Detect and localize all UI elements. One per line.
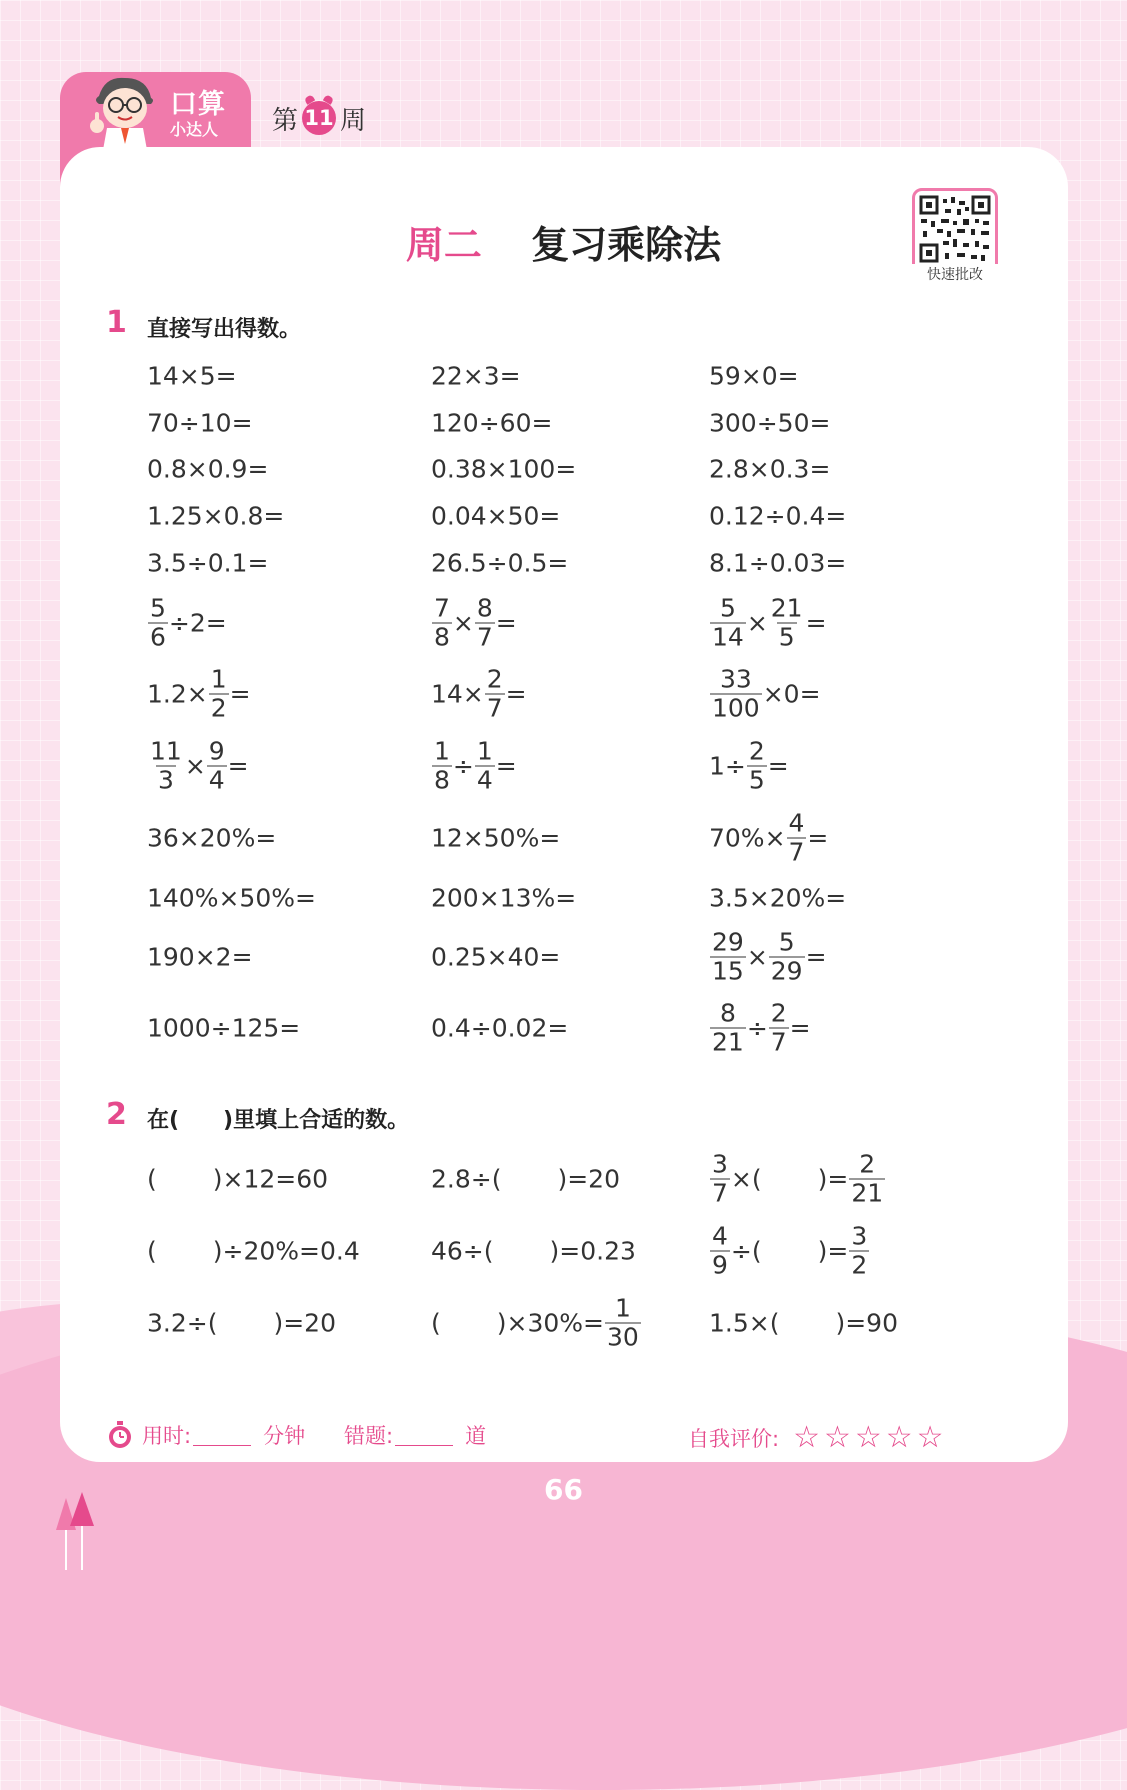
errors-label: 错题: xyxy=(344,1424,394,1448)
expression-text: 0.04×50= xyxy=(431,501,561,531)
expression-text: 22×3= xyxy=(431,361,521,391)
fraction xyxy=(475,738,495,795)
time-used xyxy=(106,1420,305,1450)
expression-text: ×0= xyxy=(762,679,821,709)
fraction xyxy=(148,738,184,795)
fraction-denominator: 4 xyxy=(208,765,225,795)
calc-problem xyxy=(431,455,576,484)
section-1-number: 1 xyxy=(106,305,127,340)
expression-text: 3.2÷( xyxy=(147,1308,218,1338)
fraction-numerator: 21 xyxy=(770,593,803,623)
expression-text: = xyxy=(229,679,251,709)
fraction-denominator: 7 xyxy=(788,837,805,867)
fill-in-problem xyxy=(147,1309,336,1338)
expression-text: ÷2= xyxy=(168,608,227,638)
section-2-instruction: 在( )里填上合适的数。 xyxy=(147,1108,410,1133)
errors-count xyxy=(344,1420,486,1450)
fraction-denominator: 29 xyxy=(770,956,803,986)
expression-text: 46÷( xyxy=(431,1236,494,1266)
self-eval-label: 自我评价: xyxy=(688,1426,780,1451)
fraction-numerator: 1 xyxy=(614,1293,631,1323)
expression-text: 140%×50%= xyxy=(147,883,316,913)
fraction xyxy=(710,1223,730,1280)
calc-problem xyxy=(709,738,789,795)
fraction-numerator: 11 xyxy=(150,736,182,766)
calc-problem xyxy=(147,943,253,972)
calc-problem xyxy=(431,884,576,913)
title-day: 周二 xyxy=(405,223,482,267)
fill-in-problem xyxy=(709,1309,898,1338)
calc-problem xyxy=(431,549,568,578)
fill-in-problem xyxy=(431,1165,620,1194)
calc-problem xyxy=(709,455,830,484)
expression-text: 70÷10= xyxy=(147,408,253,438)
fraction-numerator: 8 xyxy=(476,593,493,623)
expression-text: )×12=60 xyxy=(212,1164,329,1194)
fraction xyxy=(769,595,805,652)
fraction xyxy=(148,595,168,652)
expression-text: )÷20%=0.4 xyxy=(212,1236,360,1266)
calc-problem xyxy=(147,362,237,391)
expression-text: ( xyxy=(431,1308,441,1338)
fill-in-problem xyxy=(431,1295,642,1352)
calc-problem xyxy=(431,666,527,723)
fraction-numerator: 4 xyxy=(788,808,805,838)
expression-text: ( xyxy=(147,1236,157,1266)
fill-in-problem xyxy=(709,1223,870,1280)
fraction-numerator: 2 xyxy=(748,736,765,766)
fraction-denominator: 4 xyxy=(476,765,493,795)
fraction-numerator: 5 xyxy=(150,593,166,623)
fraction-denominator: 21 xyxy=(851,1178,884,1208)
expression-text: 70%× xyxy=(709,823,786,853)
calc-problem xyxy=(147,1014,300,1043)
fraction xyxy=(710,595,746,652)
fraction-numerator: 3 xyxy=(712,1149,728,1179)
fraction-numerator: 5 xyxy=(778,927,795,957)
badge-title: 口算 xyxy=(170,89,226,120)
fraction xyxy=(710,1151,730,1208)
calc-problem xyxy=(147,409,253,438)
fraction-denominator: 3 xyxy=(157,765,174,795)
fraction-denominator: 15 xyxy=(712,956,744,986)
calc-problem xyxy=(431,502,560,531)
expression-text: )×30%= xyxy=(496,1308,604,1338)
calc-problem xyxy=(431,824,560,853)
expression-text: = xyxy=(227,751,249,781)
errors-unit: 道 xyxy=(465,1424,487,1448)
fraction xyxy=(769,1000,789,1057)
fraction-denominator: 30 xyxy=(606,1322,639,1352)
expression-text: = xyxy=(805,608,827,638)
expression-text: × xyxy=(184,751,206,781)
expression-text: )=20 xyxy=(273,1308,336,1338)
calc-problem xyxy=(431,738,517,795)
week-indicator xyxy=(272,98,366,138)
expression-text: = xyxy=(789,1013,811,1043)
time-input[interactable] xyxy=(193,1425,251,1446)
calc-problem xyxy=(147,738,249,795)
page-number: 66 xyxy=(544,1473,583,1506)
fraction-numerator: 2 xyxy=(859,1149,876,1179)
calc-problem xyxy=(709,884,846,913)
fraction-denominator: 2 xyxy=(851,1250,868,1280)
fraction xyxy=(207,738,227,795)
fraction xyxy=(710,1000,746,1057)
fraction-denominator: 100 xyxy=(712,693,760,723)
time-unit: 分钟 xyxy=(263,1424,306,1448)
fill-in-problem xyxy=(147,1165,328,1194)
calc-problem xyxy=(709,549,846,578)
expression-text: )=20 xyxy=(557,1164,620,1194)
fraction xyxy=(432,595,452,652)
calc-problem xyxy=(147,549,268,578)
badge-subtitle: 小达人 xyxy=(170,120,219,139)
fraction-numerator: 3 xyxy=(851,1221,868,1251)
expression-text: = xyxy=(495,608,517,638)
fraction-denominator: 8 xyxy=(434,765,450,795)
calc-problem xyxy=(709,666,821,723)
section-2-number: 2 xyxy=(106,1097,127,1132)
fraction xyxy=(710,929,746,986)
fraction-denominator: 7 xyxy=(476,622,493,652)
week-prefix: 第 xyxy=(272,105,299,136)
expression-text: 26.5÷0.5= xyxy=(431,548,569,578)
expression-text: 2.8÷( xyxy=(431,1164,502,1194)
fraction-numerator: 29 xyxy=(712,927,744,957)
fraction xyxy=(209,666,229,723)
expression-text: 200×13%= xyxy=(431,883,577,913)
expression-text: ÷( xyxy=(730,1236,762,1266)
expression-text: 0.8×0.9= xyxy=(147,454,269,484)
expression-text: 3.5÷0.1= xyxy=(147,548,269,578)
fraction-denominator: 5 xyxy=(778,622,795,652)
qr-code-icon xyxy=(915,195,995,265)
calc-problem xyxy=(431,943,560,972)
expression-text: 0.12÷0.4= xyxy=(709,501,847,531)
expression-text: )=90 xyxy=(835,1308,898,1338)
self-evaluation xyxy=(688,1420,948,1455)
expression-text: ( xyxy=(147,1164,157,1194)
expression-text: )= xyxy=(817,1164,849,1194)
fill-in-problem xyxy=(431,1237,636,1266)
fraction-denominator: 9 xyxy=(712,1250,728,1280)
expression-text: = xyxy=(767,751,789,781)
fraction xyxy=(769,929,805,986)
time-label: 用时: xyxy=(142,1424,192,1448)
fraction-numerator: 33 xyxy=(719,664,752,694)
calc-problem xyxy=(431,595,517,652)
calc-problem xyxy=(709,929,827,986)
expression-text: ×( xyxy=(730,1164,762,1194)
fraction-numerator: 4 xyxy=(712,1221,728,1251)
fraction-numerator: 1 xyxy=(476,736,493,766)
fraction-denominator: 7 xyxy=(770,1027,787,1057)
expression-text: )= xyxy=(817,1236,849,1266)
fraction xyxy=(432,738,452,795)
fraction-numerator: 1 xyxy=(434,736,450,766)
expression-text: 190×2= xyxy=(147,942,253,972)
expression-text: 0.4÷0.02= xyxy=(431,1013,569,1043)
fraction-numerator: 5 xyxy=(719,593,736,623)
fraction-denominator: 7 xyxy=(486,693,503,723)
rating-stars[interactable]: ☆☆☆☆☆ xyxy=(793,1420,948,1455)
expression-text: = xyxy=(805,942,827,972)
calc-problem xyxy=(709,595,827,652)
fraction-numerator: 8 xyxy=(719,998,736,1028)
expression-text: 0.38×100= xyxy=(431,454,577,484)
expression-text: = xyxy=(807,823,829,853)
calc-problem xyxy=(709,1000,811,1057)
expression-text: × xyxy=(452,608,474,638)
qr-code[interactable] xyxy=(912,188,998,276)
expression-text: × xyxy=(746,608,768,638)
expression-text: 2.8×0.3= xyxy=(709,454,831,484)
calc-problem xyxy=(709,409,830,438)
expression-text: = xyxy=(495,751,517,781)
expression-text: 120÷60= xyxy=(431,408,553,438)
calc-problem xyxy=(147,502,284,531)
fraction-denominator: 2 xyxy=(210,693,227,723)
tree-decoration-icon xyxy=(54,1490,104,1570)
fraction xyxy=(475,595,495,652)
calc-problem xyxy=(431,362,521,391)
expression-text: 36×20%= xyxy=(147,823,277,853)
fill-in-problem xyxy=(709,1151,886,1208)
fraction xyxy=(787,810,807,867)
expression-text: ÷ xyxy=(746,1013,768,1043)
section-1-instruction: 直接写出得数。 xyxy=(147,317,302,342)
errors-input[interactable] xyxy=(395,1425,453,1446)
fraction xyxy=(710,666,762,723)
fraction-denominator: 21 xyxy=(712,1027,744,1057)
mascot-icon xyxy=(85,74,163,150)
fraction-denominator: 6 xyxy=(150,622,166,652)
expression-text: 1000÷125= xyxy=(147,1013,301,1043)
calc-problem xyxy=(147,884,316,913)
calc-problem xyxy=(709,362,799,391)
calc-problem xyxy=(431,1014,568,1043)
fraction xyxy=(849,1151,885,1208)
expression-text: = xyxy=(505,679,527,709)
fraction-numerator: 7 xyxy=(434,593,450,623)
expression-text: 1.5×( xyxy=(709,1308,780,1338)
title-topic: 复习乘除法 xyxy=(531,223,722,267)
fraction-denominator: 14 xyxy=(712,622,744,652)
qr-label: 快速批改 xyxy=(912,264,998,284)
calc-problem xyxy=(147,824,276,853)
expression-text: 8.1÷0.03= xyxy=(709,548,847,578)
calc-problem xyxy=(147,666,251,723)
fraction-numerator: 9 xyxy=(208,736,225,766)
expression-text: 300÷50= xyxy=(709,408,831,438)
fraction xyxy=(747,738,767,795)
expression-text: 1.2× xyxy=(147,679,208,709)
calc-problem xyxy=(709,502,846,531)
expression-text: × xyxy=(746,942,768,972)
fill-in-problem xyxy=(147,1237,360,1266)
calc-problem xyxy=(709,810,828,867)
stopwatch-icon xyxy=(106,1420,134,1450)
week-number: 11 xyxy=(302,101,336,135)
expression-text: ÷ xyxy=(452,751,474,781)
expression-text: 59×0= xyxy=(709,361,799,391)
fraction-numerator: 2 xyxy=(770,998,787,1028)
fraction-denominator: 5 xyxy=(748,765,765,795)
fraction-numerator: 1 xyxy=(210,664,227,694)
expression-text: 3.5×20%= xyxy=(709,883,847,913)
fraction xyxy=(605,1295,641,1352)
calc-problem xyxy=(431,409,552,438)
expression-text: 14× xyxy=(431,679,484,709)
fraction-denominator: 8 xyxy=(434,622,450,652)
week-suffix: 周 xyxy=(340,105,367,136)
fraction xyxy=(849,1223,869,1280)
expression-text: 0.25×40= xyxy=(431,942,561,972)
expression-text: 1÷ xyxy=(709,751,746,781)
calc-problem xyxy=(147,455,268,484)
fraction-denominator: 7 xyxy=(712,1178,728,1208)
expression-text: 14×5= xyxy=(147,361,237,391)
expression-text: 12×50%= xyxy=(431,823,561,853)
fraction-numerator: 2 xyxy=(486,664,503,694)
fraction xyxy=(485,666,505,723)
calc-problem xyxy=(147,595,227,652)
expression-text: )=0.23 xyxy=(549,1236,636,1266)
expression-text: 1.25×0.8= xyxy=(147,501,285,531)
